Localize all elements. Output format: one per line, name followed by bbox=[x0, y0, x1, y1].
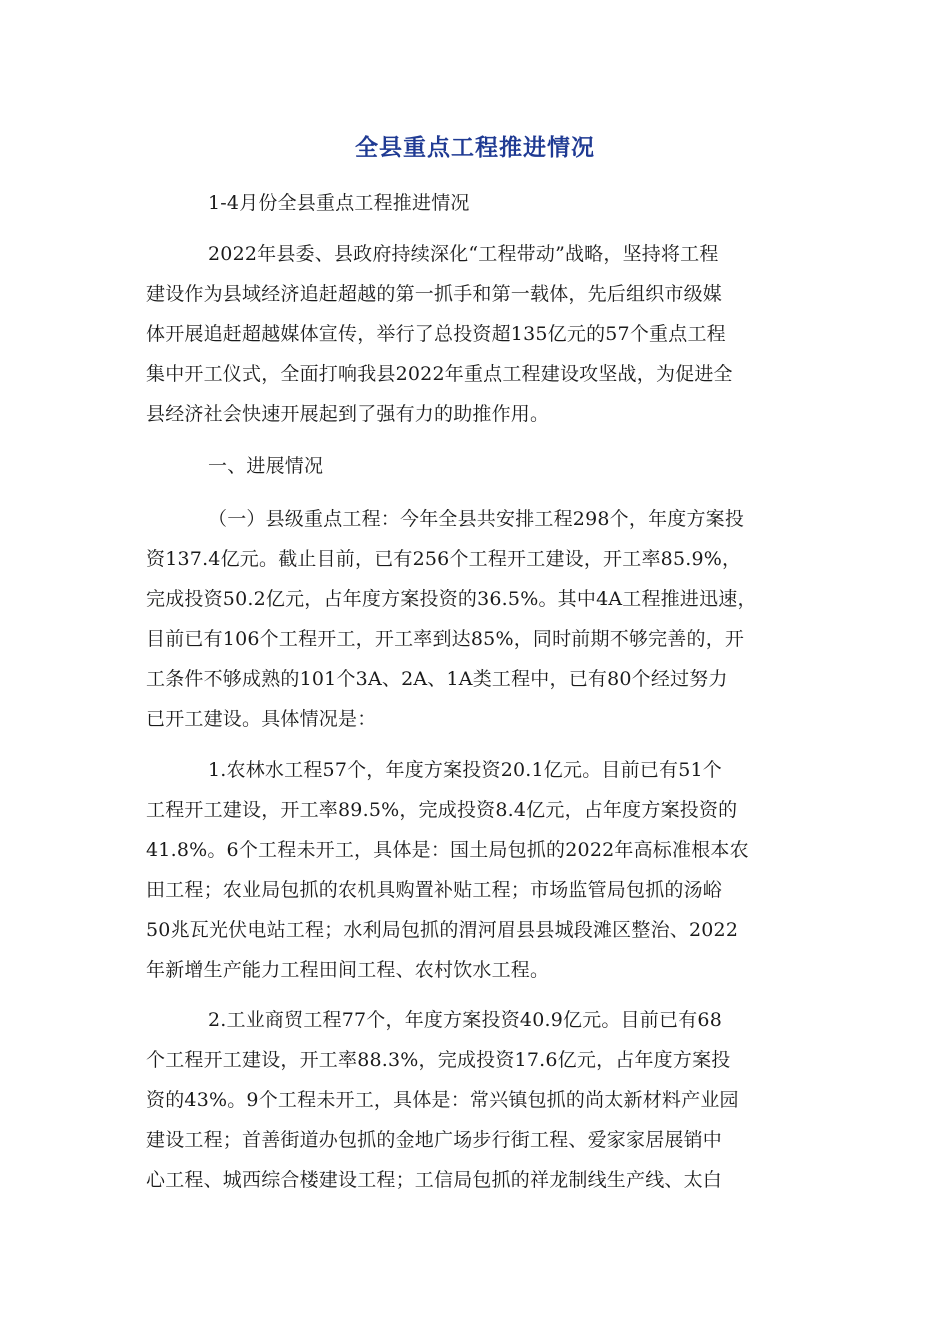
paragraph-line: （一）县级重点工程：今年全县共安排工程298个，年度方案投 bbox=[208, 508, 745, 530]
paragraph-line: 建设作为县域经济追赶超越的第一抓手和第一载体，先后组织市级媒 bbox=[146, 283, 723, 305]
paragraph-line: 完成投资50.2亿元，占年度方案投资的36.5%。其中4A工程推进迅速， bbox=[146, 588, 757, 610]
paragraph-industry bbox=[146, 1000, 810, 1200]
paragraph-line: 50兆瓦光伏电站工程；水利局包抓的渭河眉县县城段滩区整治、2022 bbox=[146, 919, 739, 941]
paragraph-line: 个工程开工建设，开工率88.3%，完成投资17.6亿元，占年度方案投 bbox=[146, 1049, 731, 1071]
paragraph-line: 2022年县委、县政府持续深化“工程带动”战略，坚持将工程 bbox=[208, 243, 719, 265]
paragraph-line: 41.8%。6个工程未开工，具体是：国土局包抓的2022年高标准根本农 bbox=[146, 839, 749, 861]
paragraph-line: 资137.4亿元。截止目前，已有256个工程开工建设，开工率85.9%， bbox=[146, 548, 742, 570]
paragraph-agriculture bbox=[146, 750, 810, 990]
paragraph-line: 建设工程；首善街道办包抓的金地广场步行街工程、爱家家居展销中 bbox=[146, 1129, 723, 1151]
paragraph-line: 资的43%。9个工程未开工，具体是：常兴镇包抓的尚太新材料产业园 bbox=[146, 1089, 739, 1111]
paragraph-line: 心工程、城西综合楼建设工程；工信局包抓的祥龙制线生产线、太白 bbox=[146, 1169, 723, 1191]
paragraph-county-projects bbox=[146, 499, 810, 739]
paragraph-line: 工程开工建设，开工率89.5%，完成投资8.4亿元，占年度方案投资的 bbox=[146, 799, 738, 821]
paragraph-line: 2.工业商贸工程77个，年度方案投资40.9亿元。目前已有68 bbox=[208, 1009, 722, 1031]
document-title: 全县重点工程推进情况 bbox=[355, 135, 595, 161]
paragraph-line: 县经济社会快速开展起到了强有力的助推作用。 bbox=[146, 403, 550, 425]
paragraph-line: 目前已有106个工程开工，开工率到达85%，同时前期不够完善的，开 bbox=[146, 628, 745, 650]
paragraph-line: 年新增生产能力工程田间工程、农村饮水工程。 bbox=[146, 959, 550, 981]
paragraph-line: 1.农林水工程57个，年度方案投资20.1亿元。目前已有51个 bbox=[208, 759, 722, 781]
section-heading-line: 一、进展情况 bbox=[208, 455, 324, 477]
subtitle-line: 1-4月份全县重点工程推进情况 bbox=[208, 192, 470, 214]
paragraph-line: 体开展追赶超越媒体宣传，举行了总投资超135亿元的57个重点工程 bbox=[146, 323, 726, 345]
section-heading bbox=[146, 446, 810, 486]
paragraph-line: 田工程；农业局包抓的农机具购置补贴工程；市场监管局包抓的汤峪 bbox=[146, 879, 723, 901]
paragraph-line: 已开工建设。具体情况是： bbox=[146, 708, 377, 730]
paragraph-intro bbox=[146, 234, 810, 434]
document-subtitle bbox=[146, 183, 810, 223]
paragraph-line: 工条件不够成熟的101个3A、2A、1A类工程中，已有80个经过努力 bbox=[146, 668, 728, 690]
paragraph-line: 集中开工仪式，全面打响我县2022年重点工程建设攻坚战，为促进全 bbox=[146, 363, 733, 385]
